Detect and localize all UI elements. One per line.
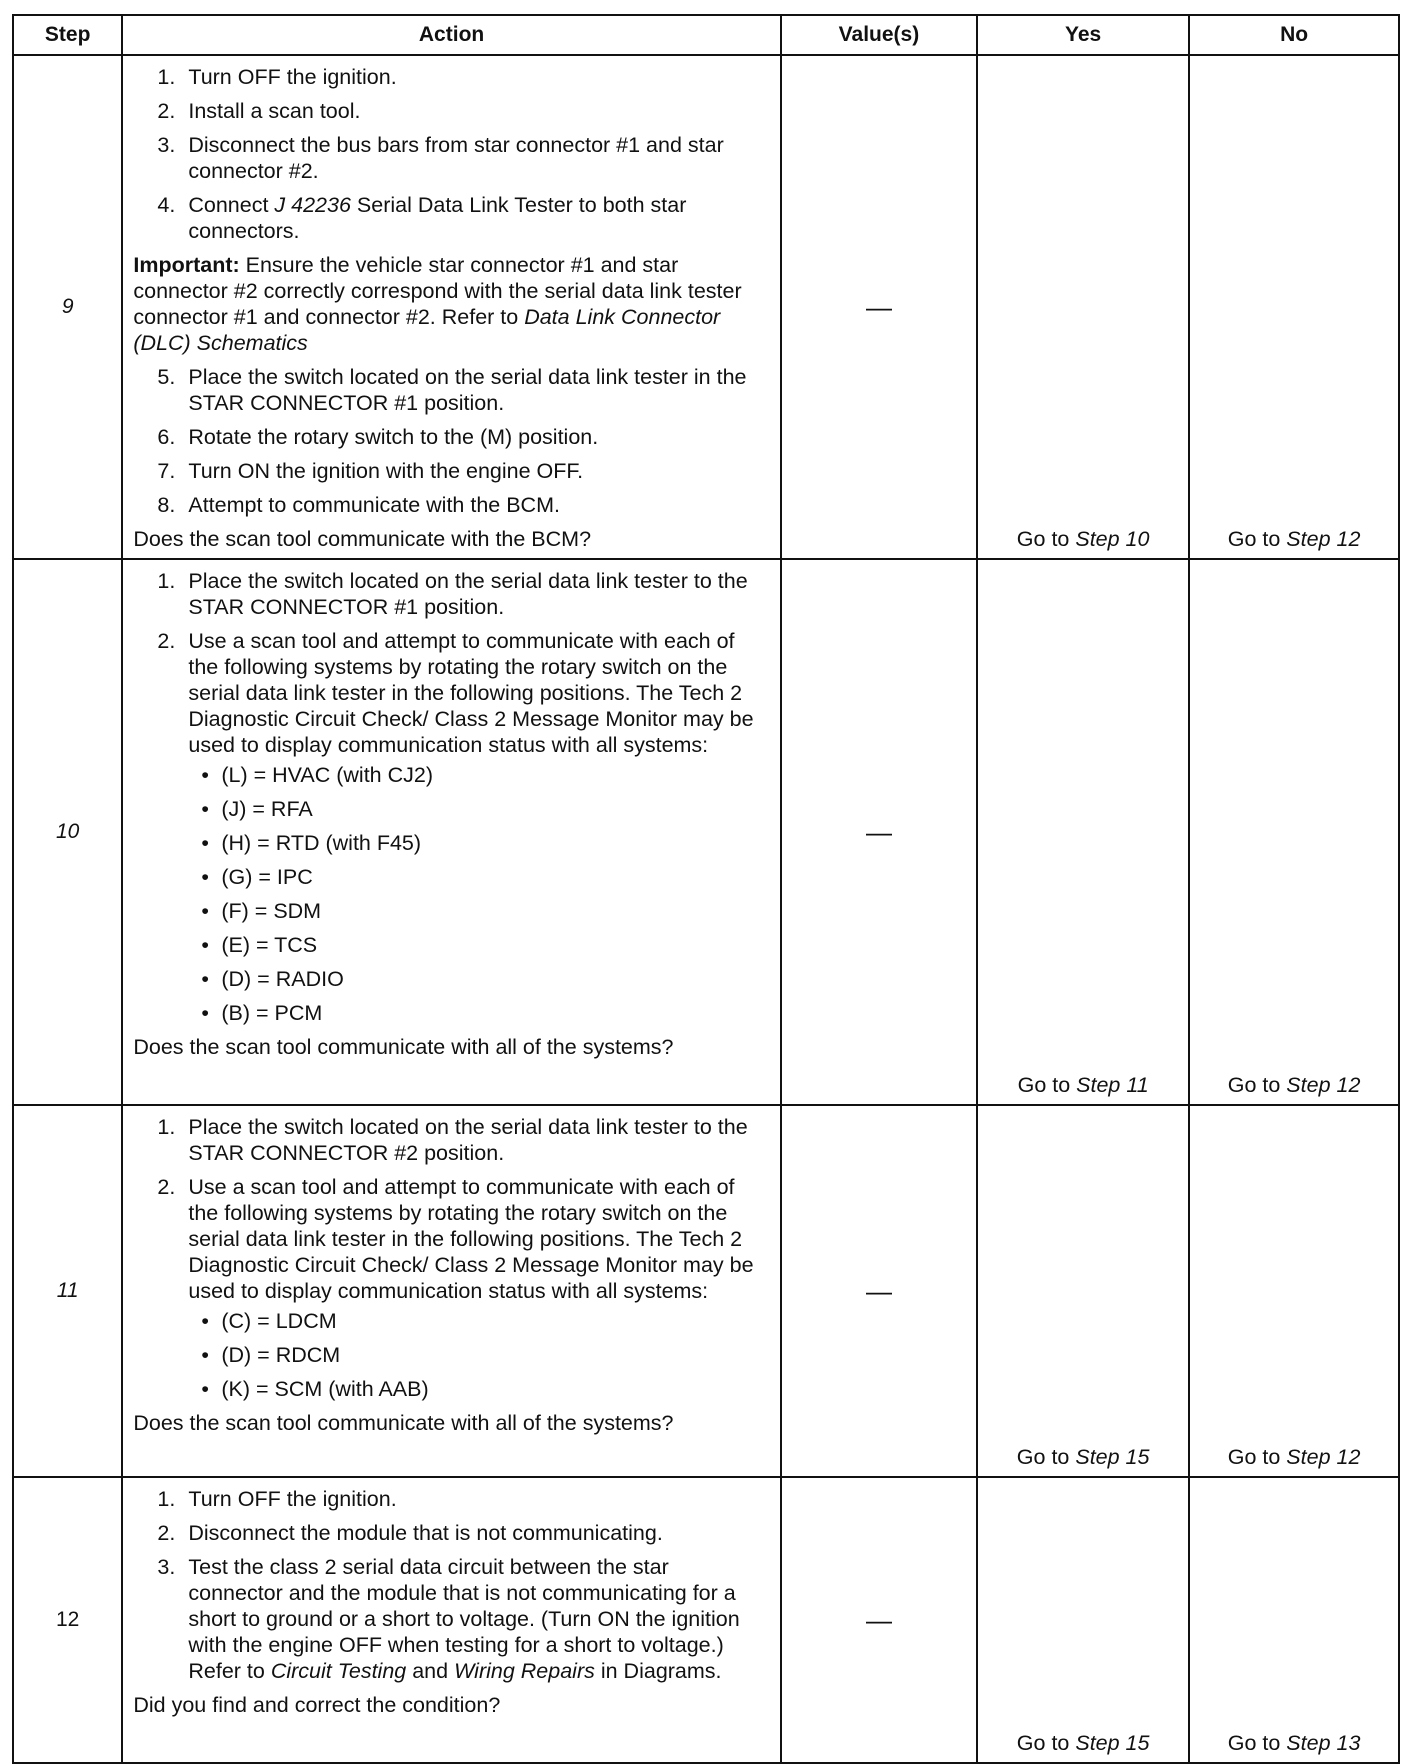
header-values: Value(s): [781, 15, 977, 55]
list-item: 3. Test the class 2 serial data circuit between the star connector and the module that is not communicating for a short to ground or a short to voltage. (Turn ON the ignition with the engine OFF when testing for a short to voltage.) Refer to Circuit Testing and Wiring Repairs in Diagrams.: [157, 1555, 740, 1683]
step-number: 9: [13, 55, 122, 559]
action-steps: [133, 1114, 767, 1402]
list-item: • (G) = IPC: [133, 864, 767, 890]
header-row: [13, 15, 1399, 55]
action-steps: [133, 64, 767, 244]
action-cell: [122, 559, 780, 1105]
action-cell: [122, 1477, 780, 1763]
step-number: 11: [13, 1105, 122, 1477]
important-note: Important: Ensure the vehicle star connector #1 and star connector #2 correctly correspond with the serial data link tester connector #1 and connector #2. Refer to Data Link Connector (DLC) Schematics: [133, 253, 742, 355]
list-item: 2. Install a scan tool.: [157, 99, 361, 123]
step-number: 12: [13, 1477, 122, 1763]
system-list: [133, 762, 767, 1026]
diagnostic-table: [12, 14, 1400, 1764]
value-cell: —: [781, 1105, 977, 1477]
list-item: • (D) = RADIO: [133, 966, 767, 992]
value-cell: —: [781, 559, 977, 1105]
question: Does the scan tool communicate with the BCM?: [133, 527, 592, 551]
action-steps: [133, 364, 767, 518]
yes-cell: Go to Step 15: [977, 1477, 1189, 1763]
list-item: 1. Place the switch located on the serial data link tester to the STAR CONNECTOR #2 position.: [157, 1115, 748, 1165]
yes-cell: Go to Step 10: [977, 55, 1189, 559]
question: Did you find and correct the condition?: [133, 1693, 501, 1717]
yes-cell: Go to Step 11: [977, 559, 1189, 1105]
question: Does the scan tool communicate with all of the systems?: [133, 1035, 674, 1059]
header-no: No: [1189, 15, 1399, 55]
step-number: 10: [13, 559, 122, 1105]
list-item: • (B) = PCM: [133, 1000, 767, 1026]
header-action: Action: [122, 15, 780, 55]
list-item: 2. Use a scan tool and attempt to communicate with each of the following systems by rotating the rotary switch on the serial data link tester in the following positions. The Tech 2 Diagnostic Circuit Check/ Class 2 Message Monitor may be used to display communication status with all systems: • (C) = LDCM • (D) = RDCM • (K) = SCM (with AAB): [133, 1174, 767, 1402]
list-item: 2. Disconnect the module that is not communicating.: [157, 1521, 663, 1545]
table-row: [13, 1477, 1399, 1763]
header-yes: Yes: [977, 15, 1189, 55]
list-item: • (L) = HVAC (with CJ2): [133, 762, 767, 788]
value-cell: —: [781, 55, 977, 559]
action-steps: [133, 1486, 767, 1684]
table-row: [13, 1105, 1399, 1477]
list-item: 1. Turn OFF the ignition.: [157, 1487, 397, 1511]
action-cell: [122, 55, 780, 559]
table-row: [13, 559, 1399, 1105]
action-cell: [122, 1105, 780, 1477]
list-item: • (J) = RFA: [133, 796, 767, 822]
no-cell: Go to Step 12: [1189, 559, 1399, 1105]
header-step: Step: [13, 15, 122, 55]
list-item: • (D) = RDCM: [133, 1342, 767, 1368]
list-item: 1. Turn OFF the ignition.: [157, 65, 397, 89]
no-cell: Go to Step 13: [1189, 1477, 1399, 1763]
list-item: 8. Attempt to communicate with the BCM.: [157, 493, 560, 517]
system-list: [133, 1308, 767, 1402]
list-item: 1. Place the switch located on the serial data link tester to the STAR CONNECTOR #1 position.: [157, 569, 748, 619]
list-item: 3. Disconnect the bus bars from star connector #1 and star connector #2.: [157, 133, 724, 183]
list-item: 5. Place the switch located on the serial data link tester in the STAR CONNECTOR #1 position.: [157, 365, 747, 415]
table-row: [13, 55, 1399, 559]
list-item: • (H) = RTD (with F45): [133, 830, 767, 856]
yes-cell: Go to Step 15: [977, 1105, 1189, 1477]
list-item: • (C) = LDCM: [133, 1308, 767, 1334]
value-cell: —: [781, 1477, 977, 1763]
list-item: 7. Turn ON the ignition with the engine OFF.: [157, 459, 584, 483]
list-item: • (E) = TCS: [133, 932, 767, 958]
list-item: 6. Rotate the rotary switch to the (M) position.: [157, 425, 599, 449]
action-steps: [133, 568, 767, 1026]
list-item: • (F) = SDM: [133, 898, 767, 924]
list-item: 4. Connect J 42236 Serial Data Link Tester to both star connectors.: [157, 193, 687, 243]
question: Does the scan tool communicate with all of the systems?: [133, 1411, 674, 1435]
no-cell: Go to Step 12: [1189, 55, 1399, 559]
no-cell: Go to Step 12: [1189, 1105, 1399, 1477]
list-item: • (K) = SCM (with AAB): [133, 1376, 767, 1402]
list-item: 2. Use a scan tool and attempt to communicate with each of the following systems by rotating the rotary switch on the serial data link tester in the following positions. The Tech 2 Diagnostic Circuit Check/ Class 2 Message Monitor may be used to display communication status with all systems: • (L) = HVAC (with CJ2) • (J) = RFA • (H) = RTD (with F45) • (G) = IPC • (F) = SDM • (E) = TCS • (D) = RADIO • (B) = PCM: [133, 628, 767, 1026]
